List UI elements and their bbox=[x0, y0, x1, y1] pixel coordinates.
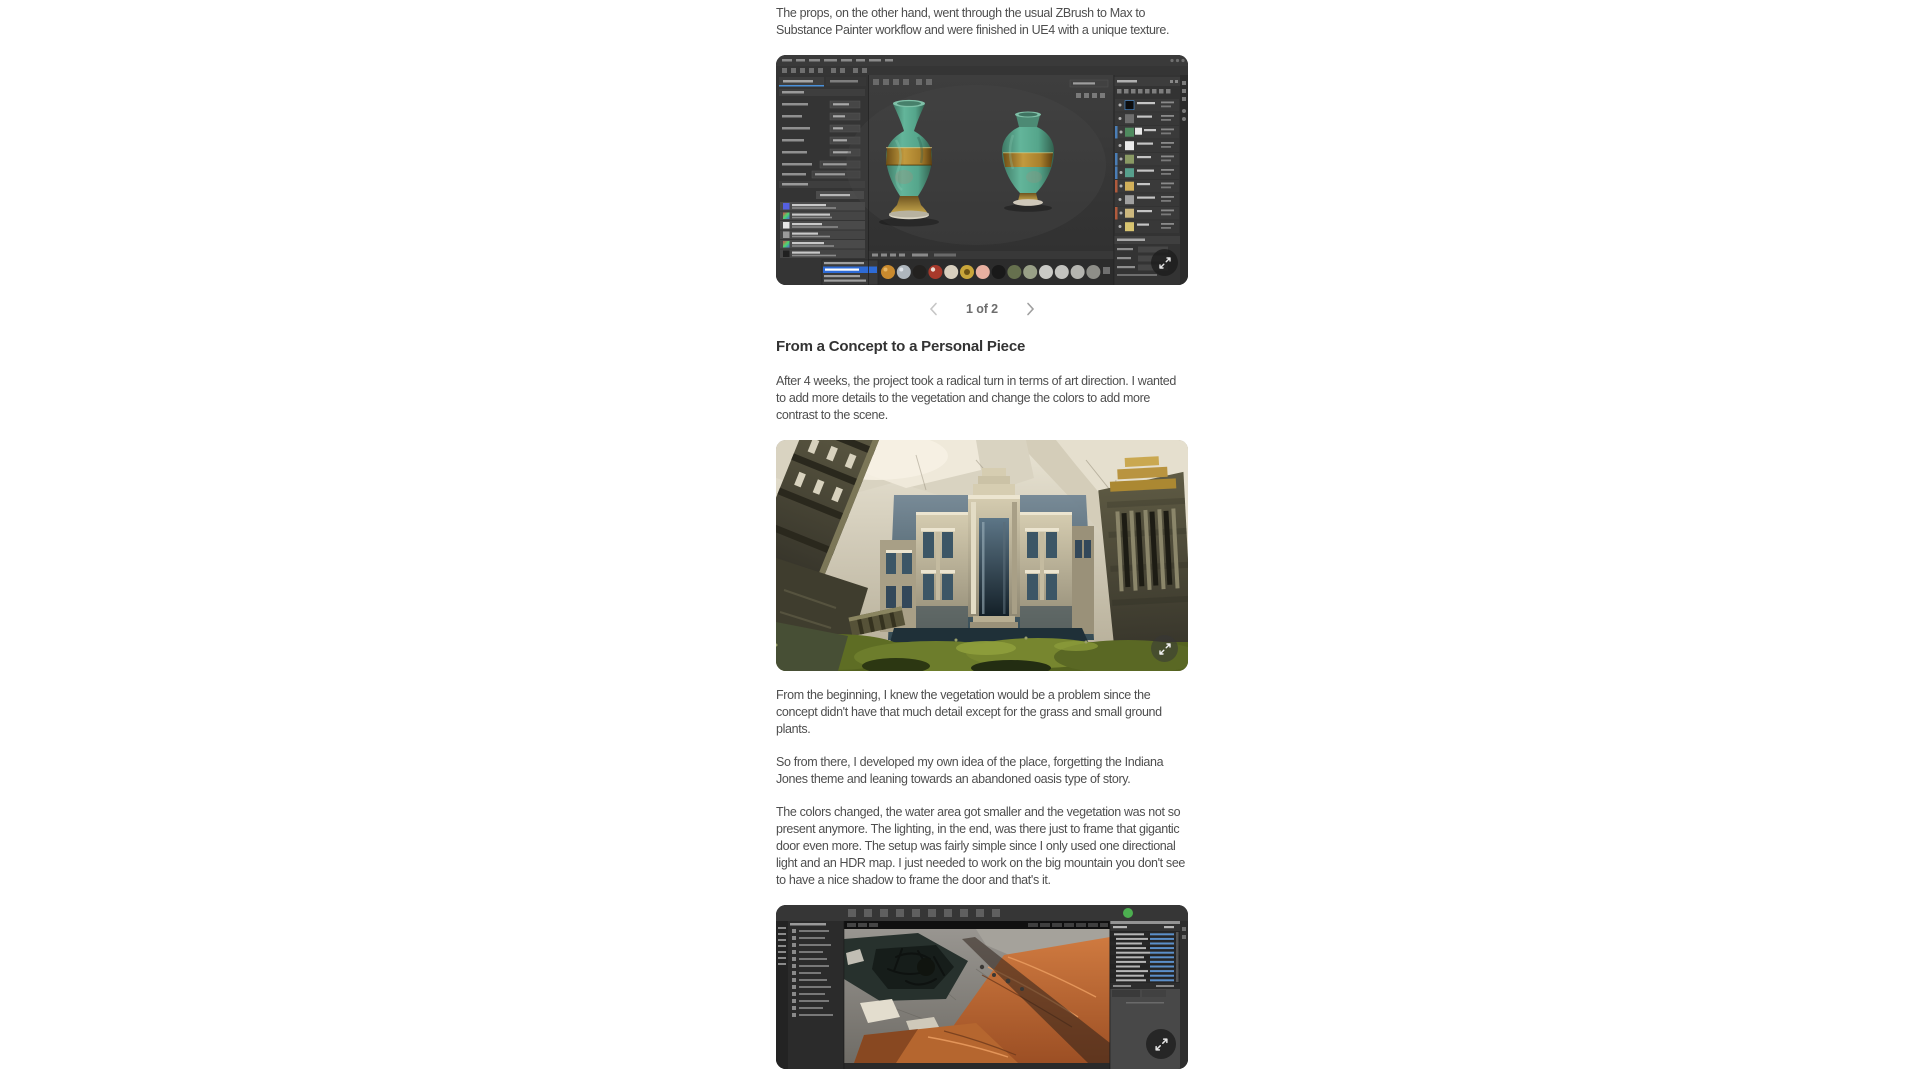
expand-image-button[interactable] bbox=[1146, 1029, 1176, 1059]
paragraph: After 4 weeks, the project took a radical turn in terms of art direction. I wanted to add more details to the vegetation and change the colors to add more contrast to the scene. bbox=[776, 374, 1176, 422]
expand-image-button[interactable] bbox=[1151, 249, 1178, 276]
expand-icon bbox=[1154, 1037, 1169, 1052]
section-heading: From a Concept to a Personal Piece bbox=[776, 338, 1026, 355]
temple-render-art bbox=[776, 440, 1188, 671]
embedded-image-ue4-editor[interactable] bbox=[776, 905, 1188, 1069]
article-column bbox=[776, 0, 1188, 1069]
ue4-editor-screenshot-art bbox=[776, 905, 1188, 1069]
paragraph: The props, on the other hand, went through the usual ZBrush to Max to Substance Painter workflow and were finished in UE4 with a unique texture. bbox=[776, 6, 1170, 37]
substance-painter-screenshot-art bbox=[776, 55, 1188, 285]
carousel-next-button[interactable] bbox=[1020, 299, 1040, 319]
embedded-image-substance-painter[interactable] bbox=[776, 55, 1188, 285]
carousel-page-label: 1 of 2 bbox=[965, 302, 999, 316]
carousel-prev-button[interactable] bbox=[924, 299, 944, 319]
chevron-right-icon bbox=[1026, 302, 1035, 316]
carousel-controls bbox=[776, 297, 1188, 321]
image-carousel bbox=[776, 55, 1188, 321]
paragraph: From the beginning, I knew the vegetation would be a problem since the concept didn't have that much detail except for the grass and small ground plants. bbox=[776, 688, 1162, 736]
expand-icon bbox=[1158, 642, 1172, 656]
chevron-left-icon bbox=[929, 302, 938, 316]
paragraph: The colors changed, the water area got smaller and the vegetation was not so present anymore. The lighting, in the end, was there just to frame that gigantic door even more. The setup was fairly simple since I only used one directional light and an HDR map. I just needed to work on the big mountain you don't see to have a nice shadow to frame the door and that's it. bbox=[776, 805, 1186, 887]
expand-image-button[interactable] bbox=[1151, 635, 1178, 662]
embedded-image-temple-render[interactable] bbox=[776, 440, 1188, 671]
paragraph: So from there, I developed my own idea of the place, forgetting the Indiana Jones theme and leaning towards an abandoned oasis type of story. bbox=[776, 755, 1164, 786]
expand-icon bbox=[1158, 256, 1172, 270]
